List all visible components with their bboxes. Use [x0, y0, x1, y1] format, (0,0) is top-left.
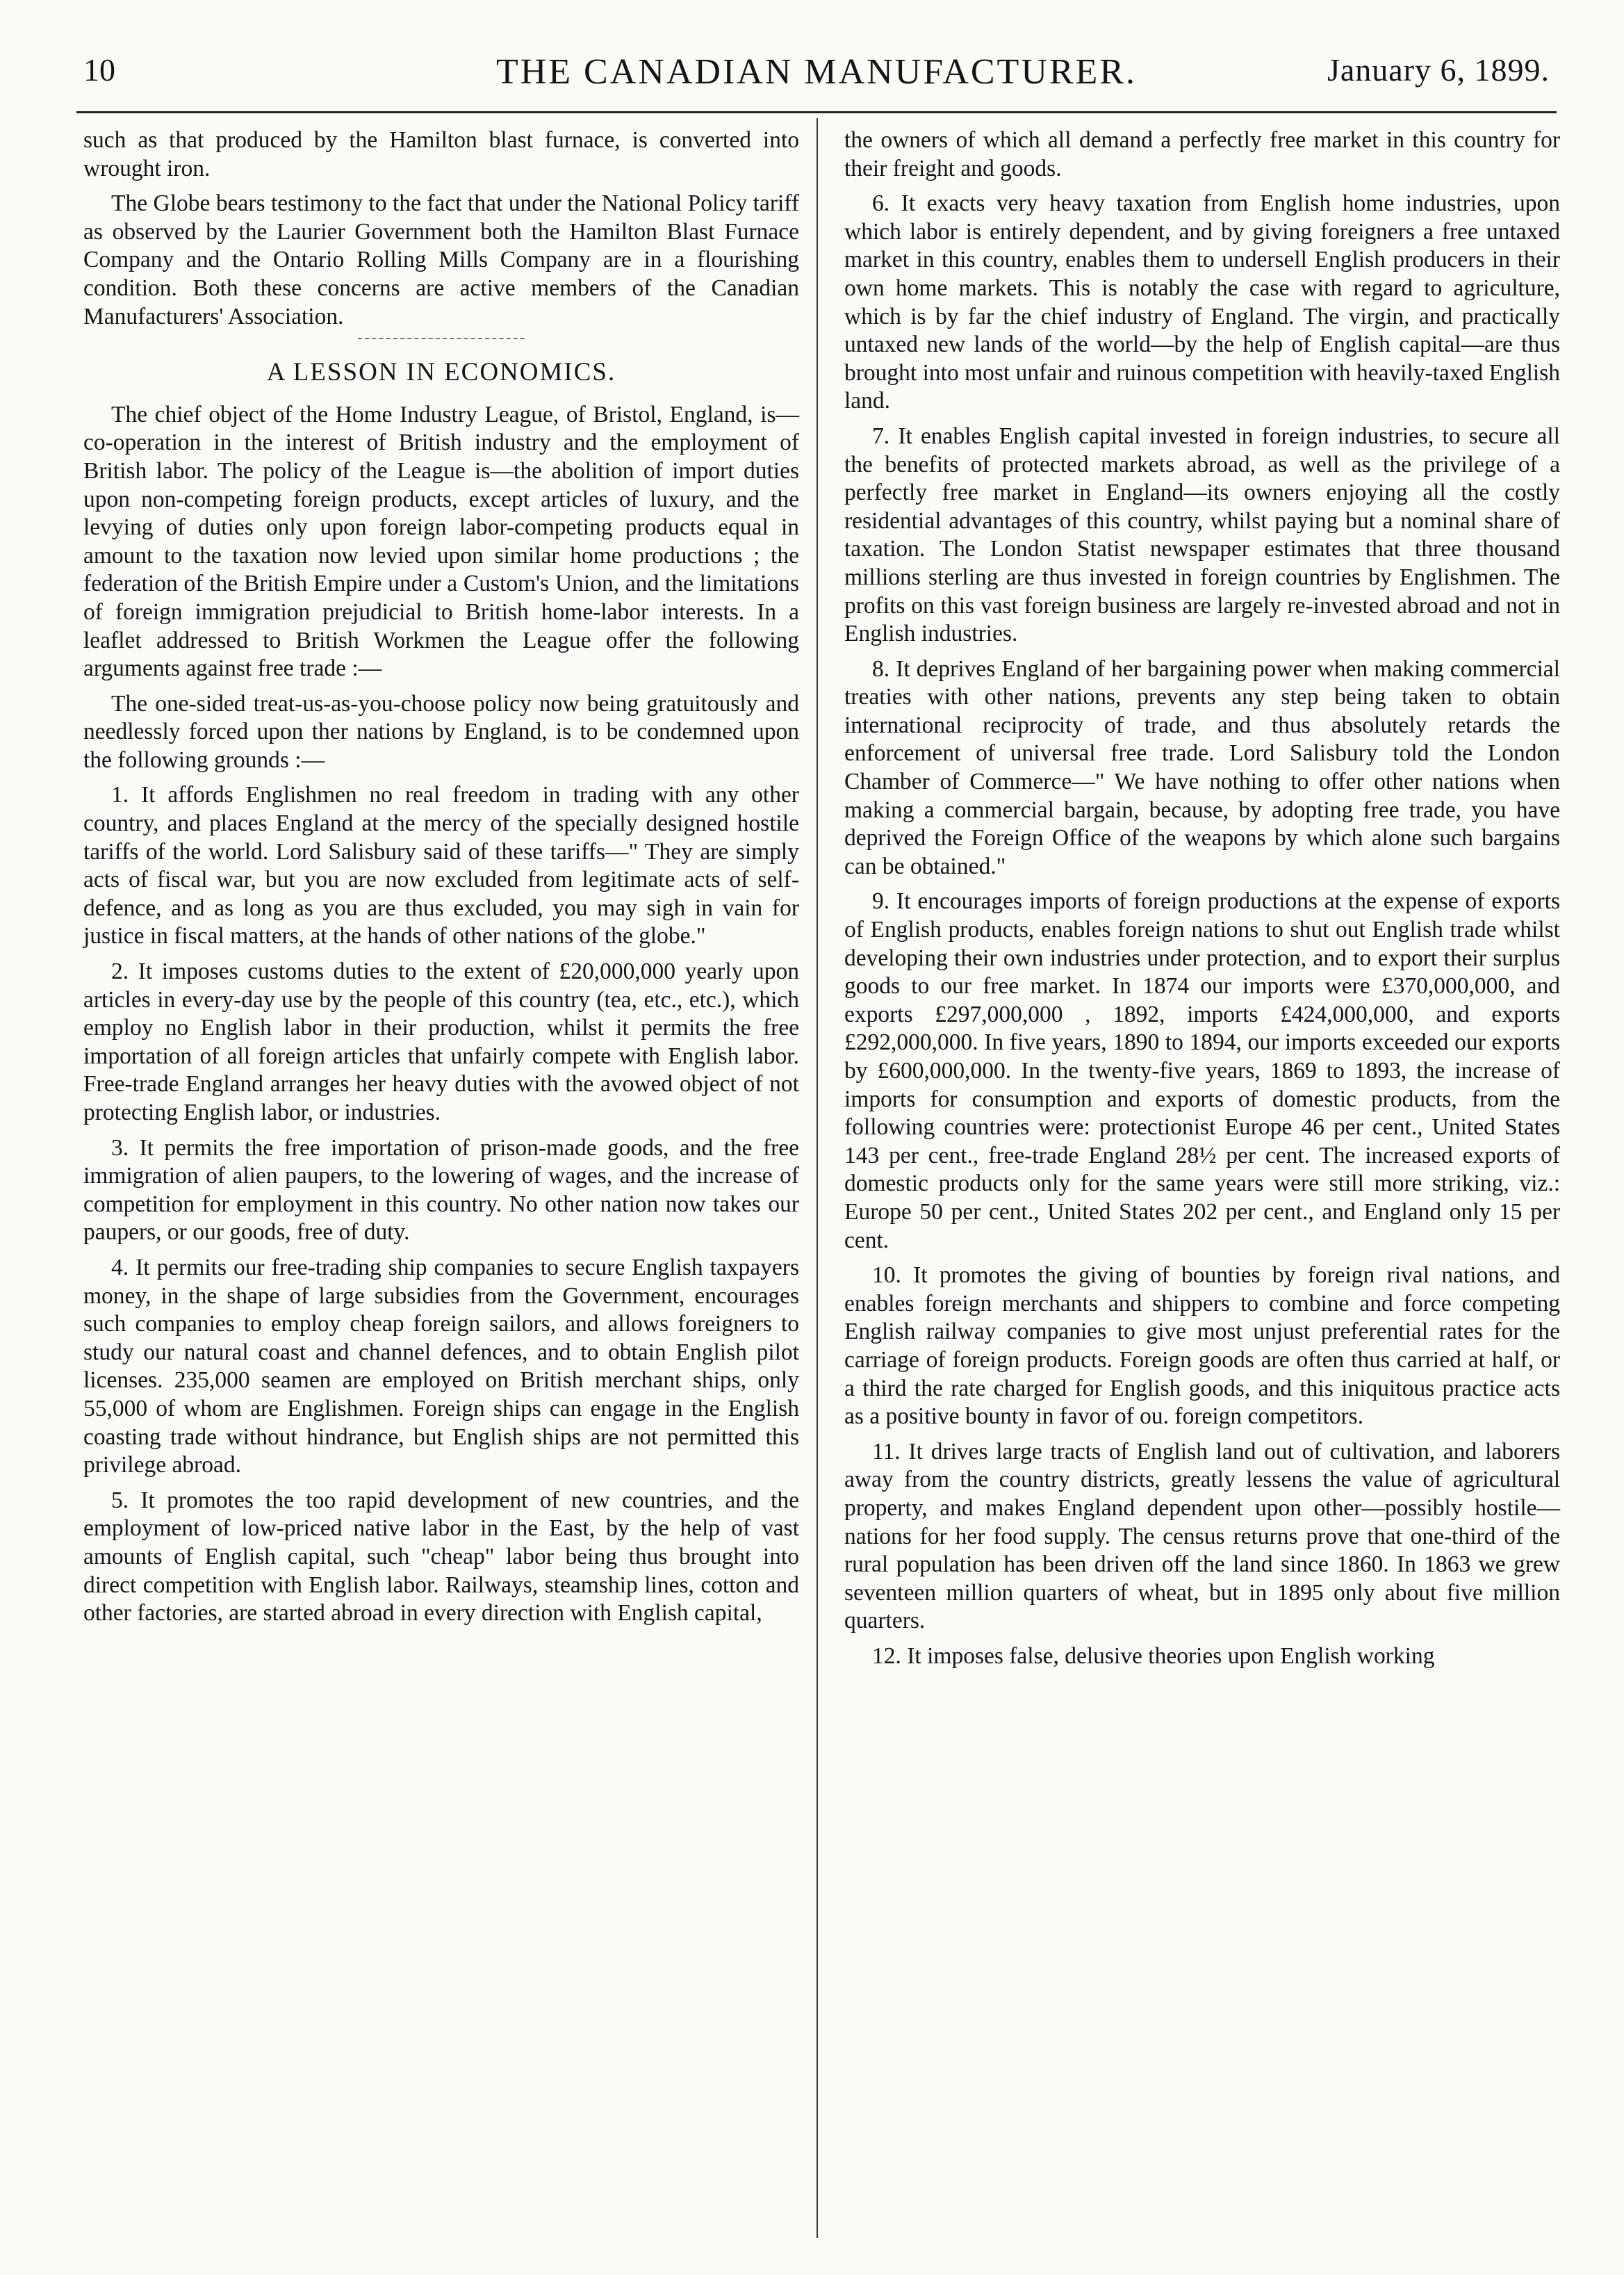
paragraph: the owners of which all demand a perfectly free market in this country for their freight and goods. [844, 127, 1560, 181]
paragraph: 3. It permits the free importation of prison-made goods, and the free immigration of alien paupers, to the lowering of wages, and the increase of competition for employment in this country. No other nation now takes our paupers, or our goods, free of duty. [83, 1134, 799, 1246]
left-column [83, 127, 799, 1635]
issue-date: January 6, 1899. [1327, 52, 1550, 88]
right-column [844, 127, 1560, 1677]
paragraph: 2. It imposes customs duties to the extent of £20,000,000 yearly upon articles in every-day use by the people of this country (tea, etc., etc.), which employ no English labor in their production, whilst it permits the free importation of all foreign articles that unfairly compete with English labor. Free-trade England arranges her heavy duties with the avowed object of not protecting English labor, or industries. [83, 959, 799, 1125]
paragraph: The chief object of the Home Industry League, of Bristol, England, is—co-operation in the interest of British industry and the employment of British labor. The policy of the League is—the abolition of import duties upon non-competing foreign products, except articles of luxury, and the levying of duties only upon foreign labor-competing products equal in amount to the taxation now levied upon similar home productions ; the federation of the British Empire under a Custom's Union, and the limitations of foreign immigration prejudicial to British home-labor interests. In a leaflet addressed to British Workmen the League offer the following arguments against free trade :— [83, 401, 799, 682]
section-title: A LESSON IN ECONOMICS. [266, 358, 616, 387]
paragraph: The Globe bears testimony to the fact that under the National Policy tariff as observed by the Laurier Government both the Hamilton Blast Furnace Company and the Ontario Rolling Mills Company are in a flourishing condition. Both these concerns are active members of the Canadian Manufacturers' Association. [83, 190, 799, 329]
column-divider [817, 118, 818, 2238]
paragraph: 10. It promotes the giving of bounties by foreign rival nations, and enables foreign merchants and shippers to combine and force competing English railway companies to give most unjust preferential rates for the carriage of foreign products. Foreign goods are often thus carried at half, or a third the rate charged for English goods, and this iniquitous practice acts as a positive bounty in favor of ou. foreign competitors. [844, 1262, 1560, 1430]
paragraph: 12. It imposes false, delusive theories upon English working [872, 1642, 1435, 1669]
publication-title: THE CANADIAN MANUFACTURER. [495, 52, 1138, 92]
page-number: 10 [83, 52, 115, 88]
paragraph: 1. It affords Englishmen no real freedom in trading with any other country, and places England at the mercy of the specially designed hostile tariffs of the world. Lord Salisbury said of these tariffs—" They are simply acts of fiscal war, but you are now excluded from legitimate acts of self-defence, and as long as you are thus excluded, you may sigh in vain for justice in fiscal matters, at the hands of other nations of the globe." [83, 782, 799, 949]
paragraph: 6. It exacts very heavy taxation from English home industries, upon which labor is entirely dependent, and by giving foreigners a free untaxed market in this country, enables them to undersell English producers in their own home markets. This is notably the case with regard to agriculture, which is by far the chief industry of England. The virgin, and practically untaxed new lands of the world—by the help of English capital—are thus brought into most unfair and ruinous competition with heavily-taxed English land. [844, 190, 1560, 414]
paragraph: 9. It encourages imports of foreign productions at the expense of exports of English products, enables foreign nations to shut out English trade whilst developing their own industries under protection, and to export their surplus goods to our free market. In 1874 our imports were £370,000,000, and exports £297,000,000 , 1892, imports £424,000,000, and exports £292,000,000. In five years, 1890 to 1894, our imports exceeded our exports by £600,000,000. In the twenty-five years, 1869 to 1893, the increase of imports for consumption and exports of domestic products, from the following countries were: protectionist Europe 46 per cent., United States 143 per cent., free-trade England 28½ per cent. The increased exports of domestic products only for the same years were still more striking, viz.: Europe 50 per cent., United States 202 per cent., and England only 15 per cent. [844, 888, 1560, 1253]
paragraph: such as that produced by the Hamilton blast furnace, is converted into wrought iron. [83, 127, 799, 181]
paragraph: 8. It deprives England of her bargaining power when making commercial treaties with other nations, prevents any step being taken to obtain international reciprocity of trade, and thus absolutely retards the enforcement of universal free trade. Lord Salisbury told the London Chamber of Commerce—" We have nothing to offer other nations when making a commercial bargain, because, by adopting free trade, you have deprived the Foreign Office of the weapons by which alone such bargains can be obtained." [844, 655, 1560, 879]
header-rule [76, 111, 1557, 113]
article-separator [358, 338, 525, 339]
paragraph: 7. It enables English capital invested in foreign industries, to secure all the benefits of protected markets abroad, as well as the privilege of a perfectly free market in England—its owners enjoying all the costly residential advantages of this country, whilst paying but a nominal share of taxation. The London Statist newspaper estimates that three thousand millions sterling are thus invested in foreign countries by Englishmen. The profits on this vast foreign business are largely re-invested abroad and not in English industries. [844, 423, 1560, 647]
paragraph: 5. It promotes the too rapid development of new countries, and the employment of low-priced native labor in the East, by the help of vast amounts of English capital, such "cheap" labor being thus brought into direct competition with English labor. Railways, steamship lines, cotton and other factories, are started abroad in every direction with English capital, [83, 1487, 799, 1626]
page-header [83, 51, 1550, 100]
paragraph: 11. It drives large tracts of English land out of cultivation, and laborers away from the country districts, greatly lessens the value of agricultural property, and makes England dependent upon other—possibly hostile—nations for her food supply. The census returns prove that one-third of the rural population has been driven off the land since 1860. In 1863 we grew seventeen million quarters of wheat, but in 1895 only about five million quarters. [844, 1438, 1560, 1634]
paragraph: The one-sided treat-us-as-you-choose policy now being gratuitously and needlessly forced upon ther nations by England, is to be condemned upon the following grounds :— [83, 690, 799, 773]
paragraph: 4. It permits our free-trading ship companies to secure English taxpayers money, in the shape of large subsidies from the Government, encourages such companies to employ cheap foreign sailors, and allows foreigners to study our natural coast and channel defences, and to obtain English pilot licenses. 235,000 seamen are employed on British merchant ships, only 55,000 of whom are Englishmen. Foreign ships can engage in the English coasting trade without hindrance, but English ships are not permitted this privilege abroad. [83, 1254, 799, 1478]
